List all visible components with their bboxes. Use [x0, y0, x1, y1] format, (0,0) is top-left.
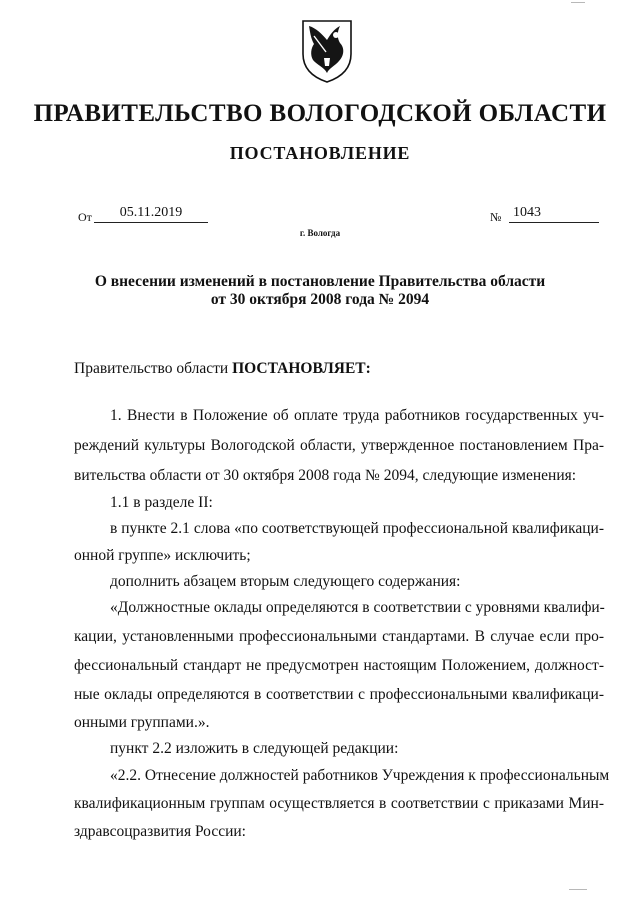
document-subject [0, 273, 640, 309]
document-type: ПОСТАНОВЛЕНИЕ [229, 143, 411, 163]
preamble-text: Правительство области [74, 360, 233, 377]
body-line: 1.1 в разделе II: [110, 494, 213, 511]
body-line: 1. Внести в Положение об оплате труда работников государственных уч- [110, 407, 604, 424]
preamble-emphasis: ПОСТАНОВЛЯЕТ: [232, 360, 371, 377]
scan-artifact [569, 889, 587, 890]
body-line: ные оклады определяются в соответствии с профессиональными квалификаци- [74, 686, 604, 703]
body-line: «Должностные оклады определяются в соответствии с уровнями квалифи- [110, 599, 605, 616]
body-line: онной группе» исключить; [74, 547, 251, 564]
body-line: в пункте 2.1 слова «по соответствующей профессиональной квалификаци- [110, 520, 604, 537]
government-title: ПРАВИТЕЛЬСТВО ВОЛОГОДСКОЙ ОБЛАСТИ [33, 100, 607, 127]
subject-line: от 30 октября 2008 года № 2094 [210, 291, 430, 308]
scan-artifact [571, 2, 585, 3]
subject-line: О внесении изменений в постановление Правительства области [94, 273, 546, 290]
body-line: квалификационным группам осуществляется в соответствии с приказами Мин- [74, 795, 604, 812]
body-line: онными группами.». [74, 714, 210, 731]
city-label: г. Вологда [299, 228, 341, 238]
body-line: «2.2. Отнесение должностей работников Учреждения к профессиональным [110, 767, 610, 784]
body-line: реждений культуры Вологодской области, утвержденное постановлением Пра- [74, 437, 604, 454]
number-value: 1043 [509, 205, 599, 223]
number-label: № [490, 210, 502, 224]
body-line: пункт 2.2 изложить в следующей редакции: [110, 740, 399, 757]
body-line: фессиональный стандарт не предусмотрен настоящим Положением, должност- [74, 657, 604, 674]
body-line: вительства области от 30 октября 2008 года № 2094, следующие изменения: [74, 467, 577, 484]
date-value: 05.11.2019 [94, 205, 208, 223]
vologda-oblast-coat-of-arms-icon [300, 18, 354, 84]
preamble [74, 360, 371, 378]
body-line: кации, установленными профессиональными стандартами. В случае если про- [74, 628, 604, 645]
body-line: дополнить абзацем вторым следующего содержания: [110, 573, 461, 590]
body-line: здравсоцразвития России: [74, 823, 246, 840]
date-label: От [78, 210, 92, 224]
